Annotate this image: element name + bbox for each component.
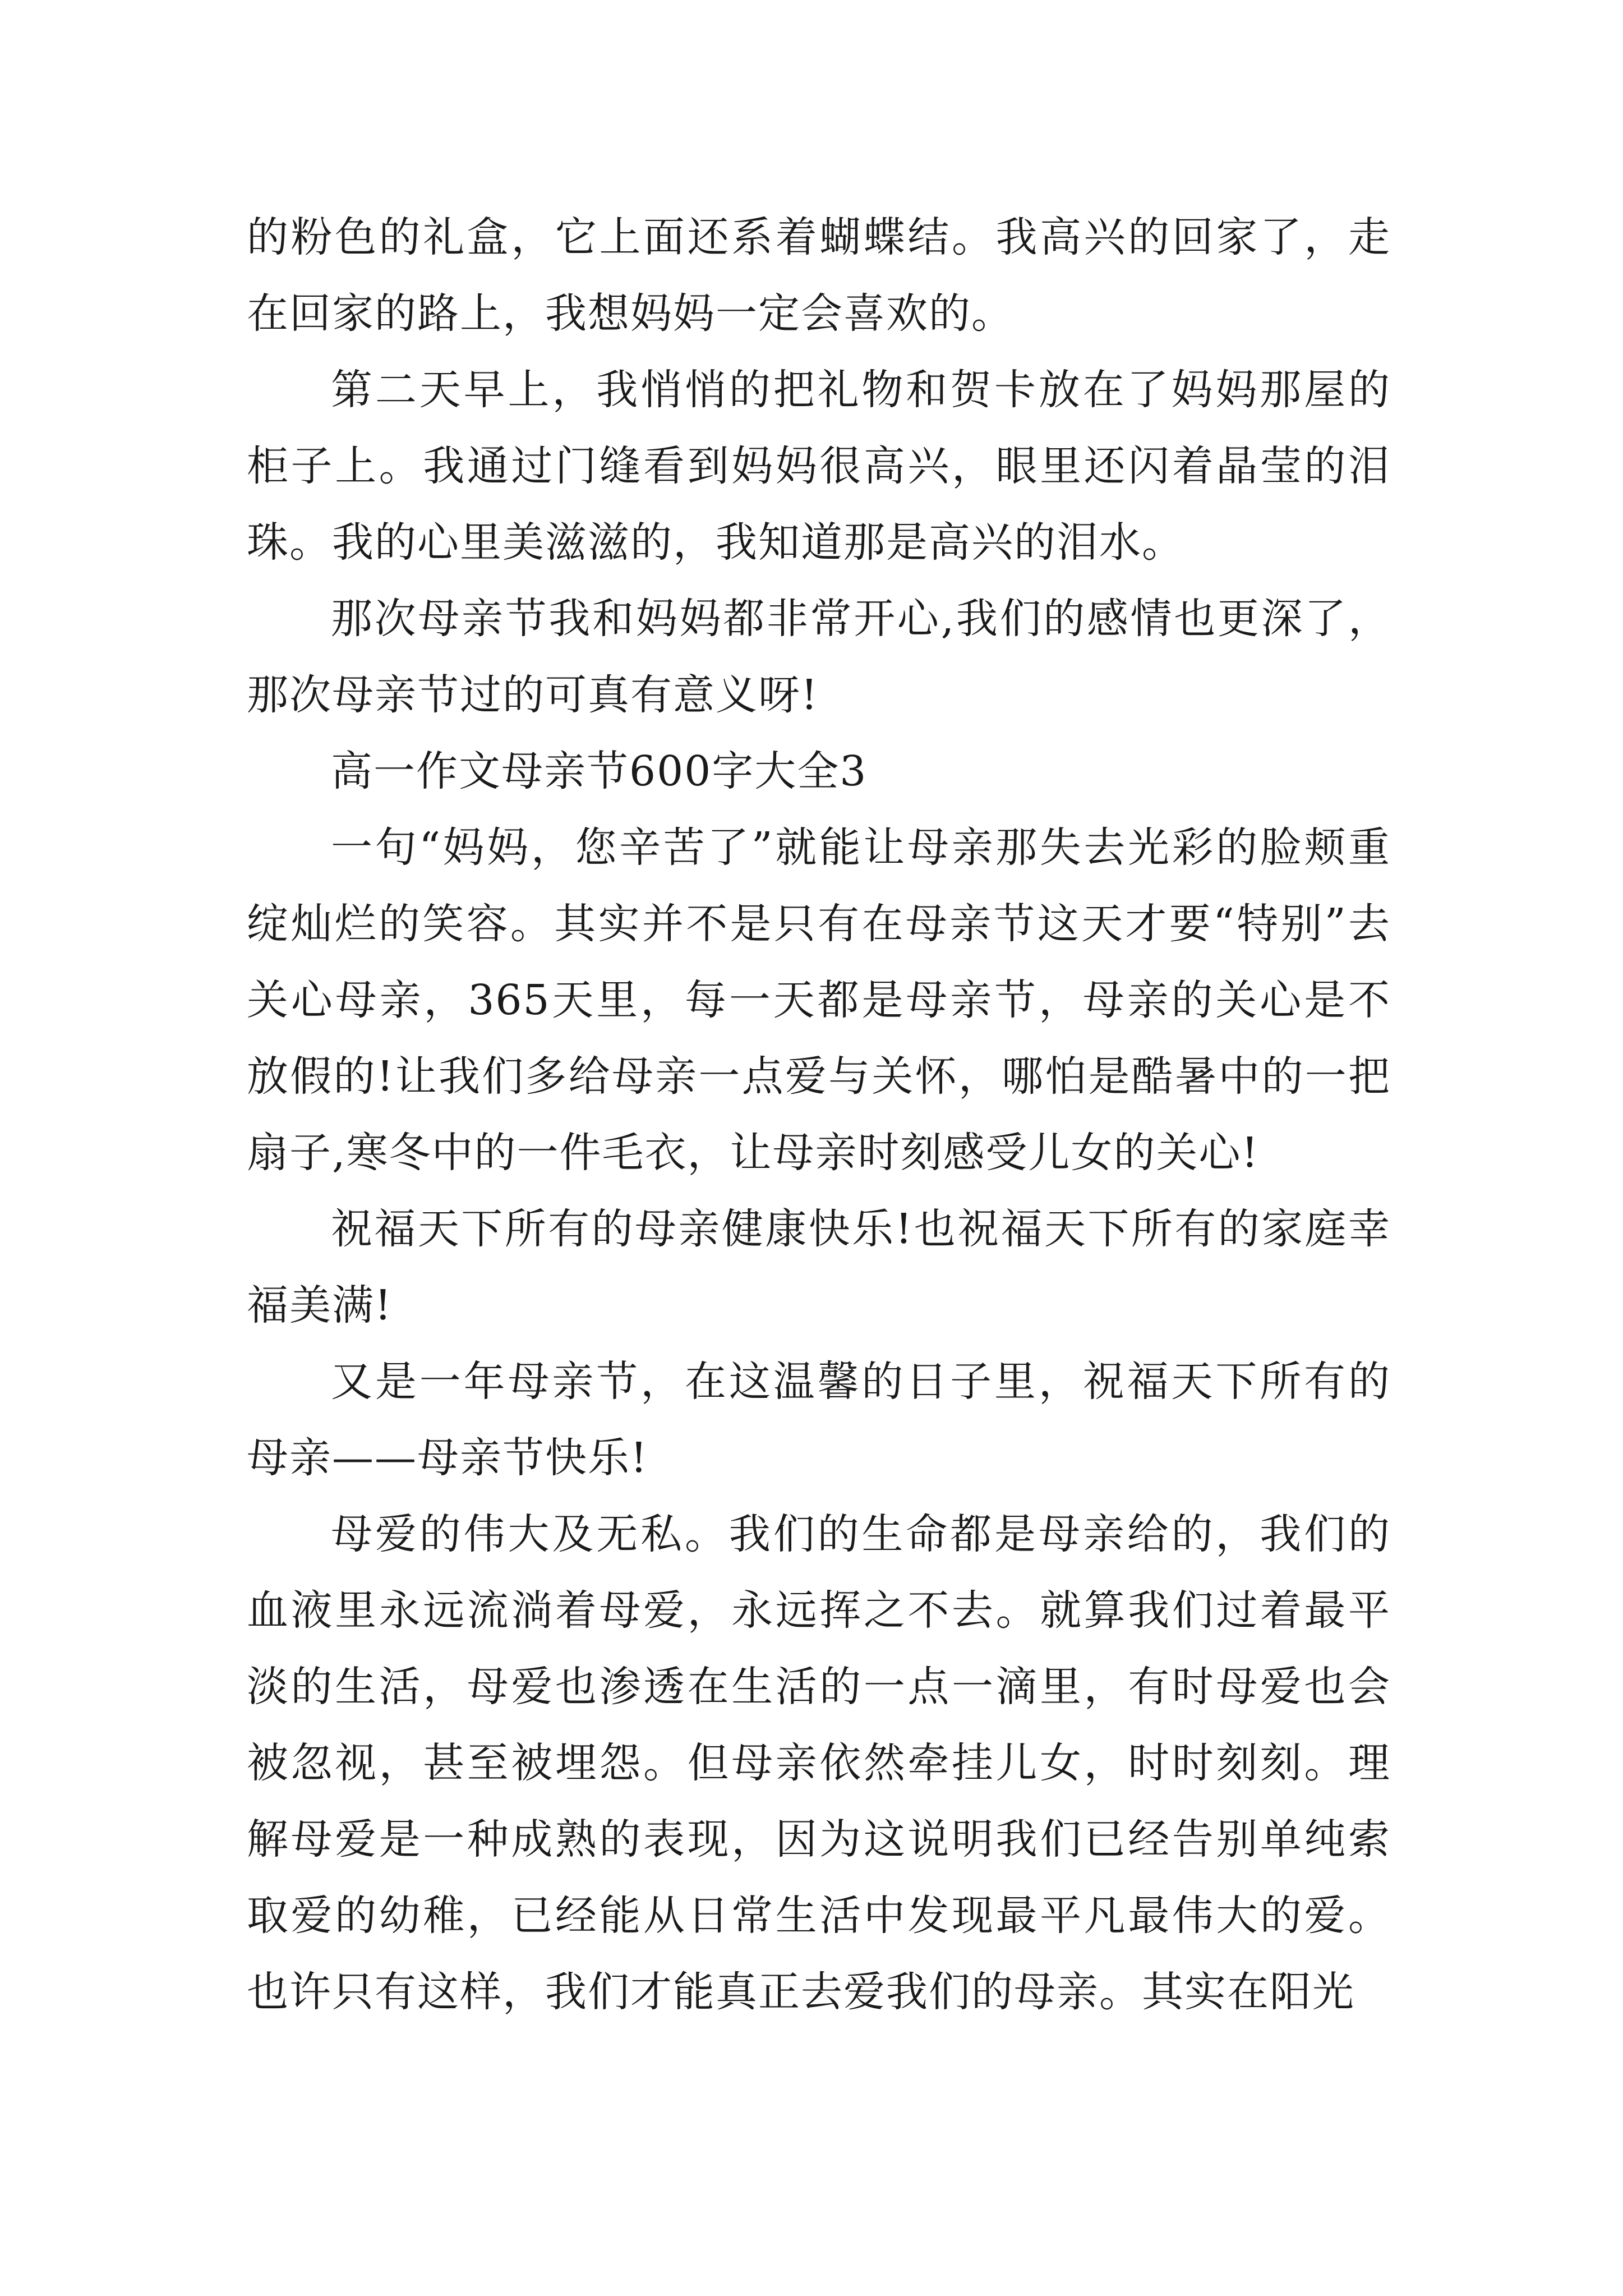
paragraph-7: 母爱的伟大及无私。我们的生命都是母亲给的，我们的血液里永远流淌着母爱，永远挥之不去。就算我们过着最平淡的生活，母爱也渗透在生活的一点一滴里，有时母爱也会被忽视，甚至被埋怨。但母亲依然牵挂儿女，时时刻刻。理解母爱是一种成熟的表现，因为这说明我们已经告别单纯索取爱的幼稚，已经能从日常生活中发现最平凡最伟大的爱。也许只有这样，我们才能真正去爱我们的母亲。其实在阳光: [247, 1510, 1391, 2016]
paragraph-3: 那次母亲节我和妈妈都非常开心,我们的感情也更深了，那次母亲节过的可真有意义呀!: [247, 595, 1391, 719]
paragraph-6: 又是一年母亲节，在这温馨的日子里，祝福天下所有的母亲——母亲节快乐!: [247, 1358, 1391, 1482]
paragraph-5: 祝福天下所有的母亲健康快乐!也祝福天下所有的家庭幸福美满!: [247, 1205, 1391, 1329]
paragraph-2: 第二天早上，我悄悄的把礼物和贺卡放在了妈妈那屋的柜子上。我通过门缝看到妈妈很高兴，眼里还闪着晶莹的泪珠。我的心里美滋滋的，我知道那是高兴的泪水。: [247, 366, 1391, 567]
paragraph-4: 一句“妈妈，您辛苦了”就能让母亲那失去光彩的脸颊重绽灿烂的笑容。其实并不是只有在母亲节这天才要“特别”去关心母亲，365天里，每一天都是母亲节，母亲的关心是不放假的!让我们多给母亲一点爱与关怀，哪怕是酷暑中的一把扇子,寒冬中的一件毛衣，让母亲时刻感受儿女的关心!: [247, 823, 1391, 1177]
document-body: [247, 199, 1391, 2030]
section-heading: 高一作文母亲节600字大全3: [331, 747, 868, 795]
paragraph-1: 的粉色的礼盒，它上面还系着蝴蝶结。我高兴的回家了，走在回家的路上，我想妈妈一定会喜欢的。: [247, 213, 1391, 338]
